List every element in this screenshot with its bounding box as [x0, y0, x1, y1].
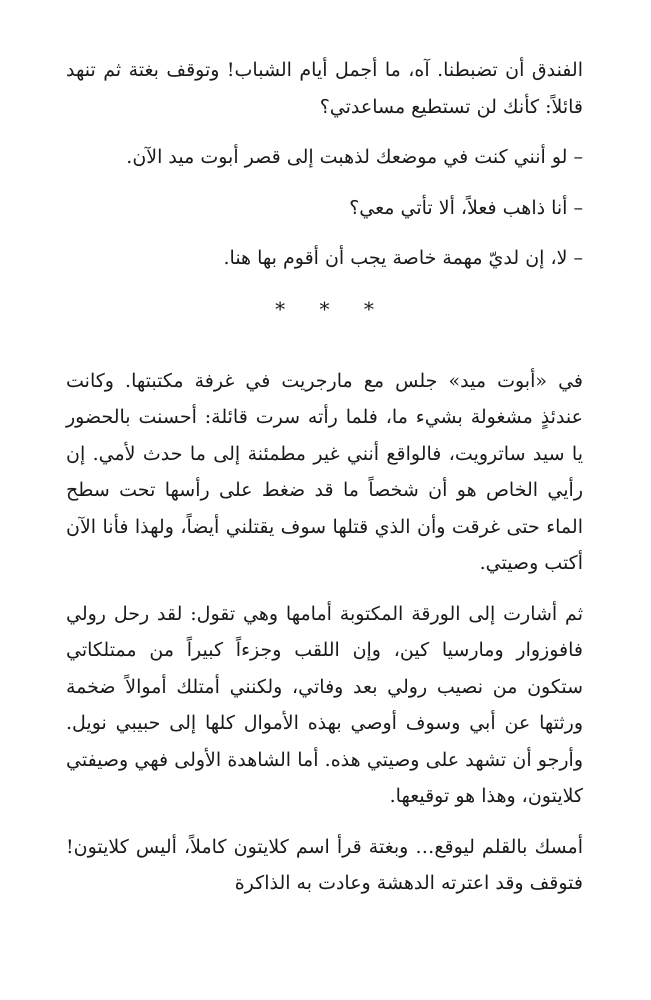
paragraph-signature: أمسك بالقلم ليوقع… وبغتة قرأ اسم كلايتون كاملاً، أليس كلايتون! فتوقف وقد اعترته الدهشة وعادت به الذاكرة	[66, 835, 583, 894]
section-separator: * * *	[275, 296, 388, 321]
dialog-line-1: – لو أنني كنت في موضعك لذهبت إلى قصر أبوت ميد الآن.	[126, 146, 583, 168]
paragraph-opening: الفندق أن تضبطنا. آه، ما أجمل أيام الشباب! وتوقف بغتة ثم تنهد قائلاً: كأنك لن تستطيع مساعدتي؟	[66, 59, 583, 118]
book-page	[66, 52, 583, 902]
dialog-line-3: – لا، إن لديّ مهمة خاصة يجب أن أقوم بها هنا.	[223, 247, 583, 269]
paragraph-abbot-mead: في «أبوت ميد» جلس مع مارجريت في غرفة مكتبتها. وكانت عندئذٍ مشغولة بشيء ما، فلما رأته سرت قائلة: أحسنت بالحضور يا سيد ساترويت، فالواقع أنني غير مطمئنة إلى ما حدث لأمي. إن رأيي الخاص هو أن شخصاً ما قد ضغط على رأسها تحت سطح الماء حتى غرقت وأن الذي قتلها سوف يقتلني أيضاً، ولهذا فأنا الآن أكتب وصيتي.	[66, 369, 584, 574]
dialog-line-2: – أنا ذاهب فعلاً، ألا تأتي معي؟	[349, 196, 583, 219]
paragraph-will: ثم أشارت إلى الورقة المكتوبة أمامها وهي تقول: لقد رحل رولي فافوزوار ومارسيا كين، وإن اللقب وجزءاً كبيراً من ممتلكاتي ستكون من نصيب رولي بعد وفاتي، ولكنني أمتلك أموالاً ضخمة ورثتها عن أبي وسوف أوصي بهذه الأموال كلها إلى حبيبي نويل. وأرجو أن تشهد على وصيتي هذه. أما الشاهدة الأولى فهي وصيفتي كلايتون، وهذا هو توقيعها.	[66, 602, 583, 807]
